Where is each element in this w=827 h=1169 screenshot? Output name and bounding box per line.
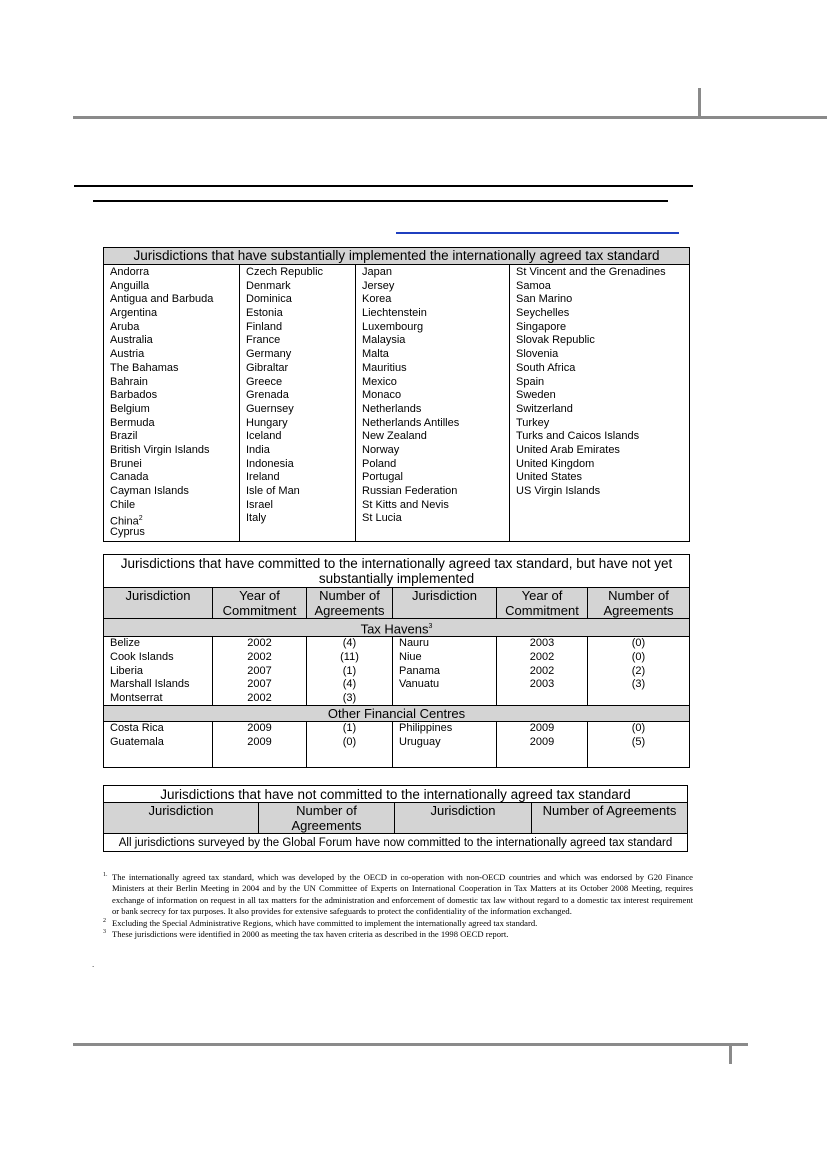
committed-table (103, 554, 690, 768)
jurisdiction: Estonia (246, 307, 283, 320)
section-other-financial-centres: Other Financial Centres (104, 706, 690, 722)
cell-agreements: (1) (307, 665, 393, 679)
cell-jurisdiction: Marshall Islands (104, 678, 213, 692)
col-header-agreements: Number of Agreements (259, 803, 395, 834)
jurisdiction: South Africa (516, 361, 576, 374)
jurisdiction: Iceland (246, 430, 282, 443)
cell-agreements: (0) (588, 637, 690, 651)
footnote-mark: 1. (103, 872, 108, 878)
col-header-year: Year of Commitment (213, 588, 307, 619)
jurisdiction: Korea (362, 293, 392, 306)
footnote-2 (103, 918, 693, 929)
title-rule-top (74, 185, 693, 187)
jurisdiction: San Marino (516, 293, 573, 306)
col-header-jurisdiction: Jurisdiction (104, 803, 259, 834)
cell-agreements (588, 692, 690, 706)
table-row (104, 722, 690, 736)
jurisdiction: Netherlands (362, 402, 422, 415)
footer-rule (73, 1043, 748, 1046)
footnote-3 (103, 929, 693, 940)
jurisdiction: United Arab Emirates (516, 443, 620, 456)
table-row (104, 651, 690, 665)
jurisdiction: St Lucia (362, 512, 402, 525)
section-row (104, 706, 690, 722)
col-header-jurisdiction: Jurisdiction (395, 803, 532, 834)
footnote-ref: 2 (138, 515, 143, 523)
jurisdiction-china (110, 512, 233, 529)
footnote-text: These jurisdictions were identified in 2000 as meeting the tax haven criteria as described in the 1998 OECD report. (112, 929, 509, 940)
cell-jurisdiction: Montserrat (104, 692, 213, 706)
not-committed-message: All jurisdictions surveyed by the Global Forum have now committed to the internationally agreed tax standard (104, 834, 688, 852)
jurisdiction: Japan (362, 266, 392, 278)
title-rule-bottom (93, 200, 668, 202)
jurisdiction: Liechtenstein (362, 307, 427, 320)
jurisdiction: St Kitts and Nevis (362, 498, 449, 511)
committed-table-header (104, 588, 690, 619)
footer-tick (729, 1046, 732, 1064)
jurisdiction: Cayman Islands (110, 485, 189, 497)
table-row (104, 637, 690, 651)
col-header-agreements: Number of Agreements (307, 588, 393, 619)
jurisdiction: France (246, 334, 281, 347)
table-row-empty (104, 749, 690, 768)
cell-year: 2009 (497, 736, 588, 750)
jurisdiction: Jersey (362, 279, 395, 292)
implemented-table-title: Jurisdictions that have substantially implemented the internationally agreed tax standard (104, 248, 690, 265)
col-header-agreements: Number of Agreements (588, 588, 690, 619)
jurisdiction: Malta (362, 348, 389, 361)
jurisdiction: Slovenia (516, 348, 559, 361)
jurisdiction: Spain (516, 375, 545, 388)
cell-jurisdiction: Cook Islands (104, 651, 213, 665)
cell-agreements: (0) (588, 651, 690, 665)
jurisdiction: Bahrain (110, 375, 148, 388)
jurisdiction: Argentina (110, 307, 158, 320)
cell-year: 2009 (213, 736, 307, 750)
section-label: Tax Havens (360, 621, 429, 637)
jurisdiction: Indonesia (246, 457, 294, 470)
jurisdiction: United States (516, 471, 583, 484)
jurisdiction: Anguilla (110, 279, 150, 292)
jurisdiction: Barbados (110, 389, 158, 402)
jurisdiction: Belgium (110, 402, 150, 415)
cell-year: 2009 (497, 722, 588, 736)
footnote-ref: 3 (428, 623, 433, 630)
jurisdiction: Poland (362, 457, 397, 470)
jurisdiction: Aruba (110, 320, 140, 333)
jurisdiction: Greece (246, 375, 283, 388)
jurisdiction: Israel (246, 498, 273, 511)
jurisdiction: Mexico (362, 375, 397, 388)
jurisdiction: Turks and Caicos Islands (516, 430, 640, 443)
jurisdiction: Czech Republic (246, 266, 324, 278)
jurisdiction: Finland (246, 320, 283, 333)
col-header-year: Year of Commitment (497, 588, 588, 619)
cell-agreements: (4) (307, 678, 393, 692)
implemented-column-2 (240, 265, 356, 542)
cell-jurisdiction: Panama (393, 665, 497, 679)
jurisdiction: New Zealand (362, 430, 427, 443)
jurisdiction: Netherlands Antilles (362, 416, 460, 429)
footnote-text: Excluding the Special Administrative Regions, which have committed to implement the internationally agreed tax standard. (112, 917, 538, 928)
cell-year (497, 692, 588, 706)
cell-jurisdiction: Guatemala (104, 736, 213, 750)
jurisdiction: St Vincent and the Grenadines (516, 266, 666, 278)
jurisdiction: Guernsey (246, 402, 294, 415)
jurisdiction: Switzerland (516, 402, 573, 415)
cell-agreements: (3) (307, 692, 393, 706)
committed-table-title: Jurisdictions that have committed to the internationally agreed tax standard, but have not yet substantially implemented (104, 555, 690, 588)
jurisdiction: Mauritius (362, 361, 407, 374)
not-committed-table (103, 785, 688, 852)
jurisdiction: Slovak Republic (516, 334, 595, 347)
jurisdiction: Isle of Man (246, 485, 300, 497)
cell-year: 2009 (213, 722, 307, 736)
jurisdiction: India (246, 443, 270, 456)
cell-jurisdiction: Costa Rica (104, 722, 213, 736)
cell-agreements: (2) (588, 665, 690, 679)
jurisdiction: The Bahamas (110, 361, 179, 374)
cell-jurisdiction: Belize (104, 637, 213, 651)
cell-year: 2003 (497, 637, 588, 651)
cell-jurisdiction: Philippines (393, 722, 497, 736)
jurisdiction: Portugal (362, 471, 403, 484)
table-row (104, 678, 690, 692)
link-underline (396, 232, 679, 234)
cell-year: 2002 (213, 692, 307, 706)
table-row (104, 665, 690, 679)
footnotes (103, 872, 693, 940)
jurisdiction: Seychelles (516, 307, 570, 320)
header-tick (698, 88, 701, 119)
section-row (104, 619, 690, 637)
jurisdiction: Austria (110, 348, 145, 361)
footnote-1 (103, 872, 693, 918)
not-committed-table-title: Jurisdictions that have not committed to the internationally agreed tax standard (104, 786, 688, 803)
jurisdiction: Denmark (246, 279, 291, 292)
col-header-jurisdiction: Jurisdiction (104, 588, 213, 619)
footnote-mark: 3 (103, 929, 106, 936)
jurisdiction: Russian Federation (362, 485, 458, 497)
jurisdiction: Gibraltar (246, 361, 289, 374)
jurisdiction: Cyprus (110, 526, 145, 539)
not-committed-table-header (104, 803, 688, 834)
jurisdiction: Chile (110, 498, 136, 511)
section-tax-havens (104, 619, 690, 637)
jurisdiction: Canada (110, 471, 149, 484)
jurisdiction: Turkey (516, 416, 550, 429)
cell-year: 2003 (497, 678, 588, 692)
jurisdiction: Germany (246, 348, 292, 361)
footnote-mark: 2 (103, 917, 106, 924)
cell-agreements: (11) (307, 651, 393, 665)
footnote-text: The internationally agreed tax standard, which was developed by the OECD in co-operation with non-OECD countries and which was endorsed by G20 Finance Ministers at their Berlin Meeting in 2004 and by the UN Committee of Experts on International Cooperation in Tax Matters at its October 2008 Meeting, requires exchange of information on request in all tax matters for the administration and enforcement of domestic tax law without regard to a domestic tax interest requirement or bank secrecy for tax purposes. It also provides for extensive safeguards to protect the confidentiality of the information exchanged. (112, 872, 693, 917)
cell-jurisdiction (393, 692, 497, 706)
cell-year: 2002 (497, 665, 588, 679)
jurisdiction: Andorra (110, 266, 150, 278)
cell-year: 2007 (213, 678, 307, 692)
cell-agreements: (0) (307, 736, 393, 750)
jurisdiction: Brunei (110, 457, 142, 470)
jurisdiction: Luxembourg (362, 320, 424, 333)
implemented-column-1 (104, 265, 240, 542)
cell-year: 2002 (213, 651, 307, 665)
cell-agreements: (1) (307, 722, 393, 736)
implemented-table (103, 247, 690, 542)
header-rule (73, 116, 827, 119)
jurisdiction: Bermuda (110, 416, 155, 429)
jurisdiction: Grenada (246, 389, 289, 402)
cell-year: 2007 (213, 665, 307, 679)
cell-jurisdiction: Vanuatu (393, 678, 497, 692)
cell-agreements: (5) (588, 736, 690, 750)
jurisdiction: US Virgin Islands (516, 485, 601, 497)
table-row (104, 736, 690, 750)
jurisdiction: Sweden (516, 389, 556, 402)
cell-year: 2002 (213, 637, 307, 651)
implemented-column-4 (510, 265, 690, 542)
jurisdiction: Singapore (516, 320, 567, 333)
jurisdiction: Malaysia (362, 334, 406, 347)
jurisdiction: Hungary (246, 416, 288, 429)
jurisdiction: British Virgin Islands (110, 443, 210, 456)
stray-mark: . (92, 960, 95, 969)
jurisdiction-name: China (110, 516, 139, 529)
cell-jurisdiction: Niue (393, 651, 497, 665)
cell-jurisdiction: Nauru (393, 637, 497, 651)
jurisdiction: Monaco (362, 389, 402, 402)
cell-year: 2002 (497, 651, 588, 665)
jurisdiction: Samoa (516, 279, 551, 292)
implemented-column-3 (356, 265, 510, 542)
cell-agreements: (4) (307, 637, 393, 651)
jurisdiction: Antigua and Barbuda (110, 293, 214, 306)
cell-jurisdiction: Uruguay (393, 736, 497, 750)
cell-agreements: (0) (588, 722, 690, 736)
jurisdiction: Dominica (246, 293, 292, 306)
jurisdiction: United Kingdom (516, 457, 595, 470)
jurisdiction: Ireland (246, 471, 280, 484)
jurisdiction: Norway (362, 443, 400, 456)
table-row (104, 692, 690, 706)
jurisdiction: Italy (246, 512, 267, 525)
cell-agreements: (3) (588, 678, 690, 692)
jurisdiction: Australia (110, 334, 153, 347)
jurisdiction: Brazil (110, 430, 138, 443)
cell-jurisdiction: Liberia (104, 665, 213, 679)
col-header-jurisdiction: Jurisdiction (393, 588, 497, 619)
col-header-agreements: Number of Agreements (532, 803, 688, 834)
